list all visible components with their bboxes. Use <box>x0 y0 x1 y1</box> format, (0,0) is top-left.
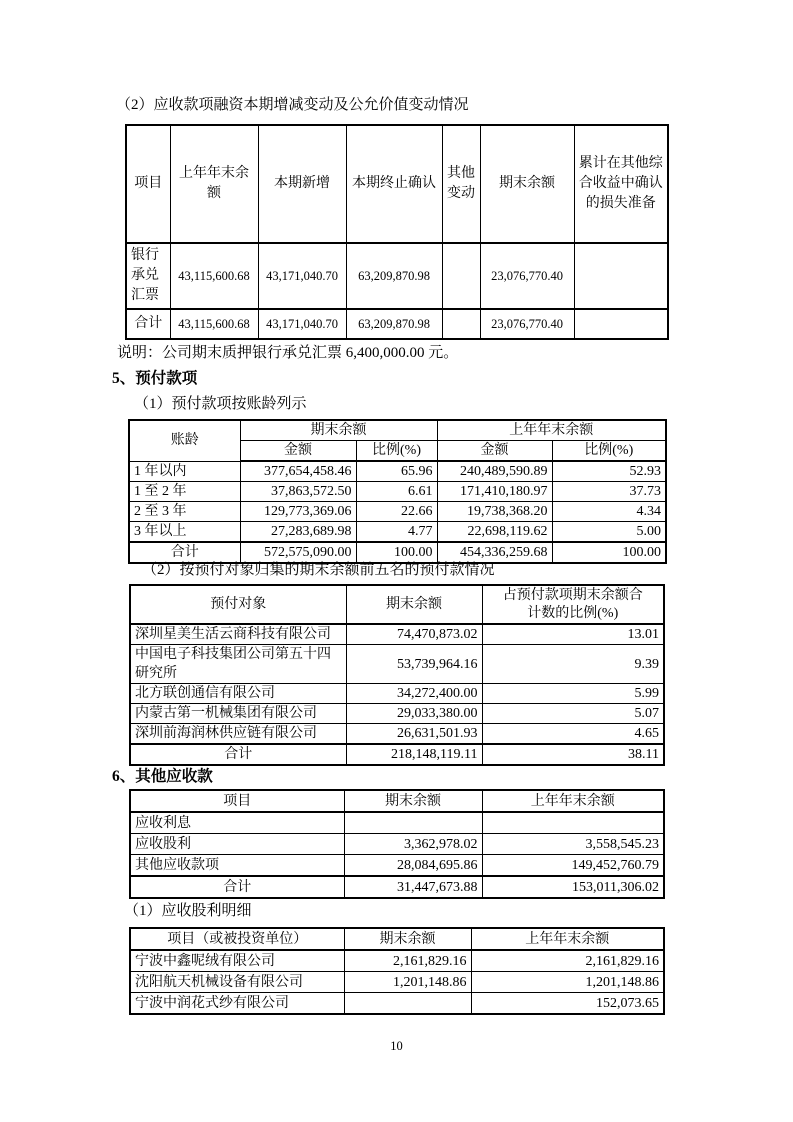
row-label: 合计 <box>130 744 346 765</box>
section5-heading: 5、预付款项 <box>112 370 198 387</box>
table-cell <box>344 993 471 1015</box>
table-cell: 43,171,040.70 <box>258 243 346 309</box>
table-cell: 454,336,259.68 <box>437 542 552 563</box>
table-row <box>129 502 666 522</box>
table-cell: 100.00 <box>356 542 437 563</box>
table-cell: 3,362,978.02 <box>344 834 482 855</box>
table-cell: 152,073.65 <box>471 993 664 1015</box>
table-row <box>129 482 666 502</box>
column-header: 累计在其他综合收益中确认的损失准备 <box>574 125 668 243</box>
column-header: 上年年末余额 <box>482 790 664 812</box>
column-header-text: 占预付款项期末余额合计数的比例(%) <box>502 587 643 621</box>
table-cell: 1,201,148.86 <box>344 972 471 993</box>
table-cell: 37,863,572.50 <box>240 482 356 502</box>
table-cell: 13.01 <box>482 624 664 645</box>
table-cell: 4.65 <box>482 724 664 745</box>
column-header: 账龄 <box>129 420 240 461</box>
row-label: 宁波中润花式纱有限公司 <box>130 993 344 1015</box>
table-row <box>130 645 664 684</box>
table-header-row <box>130 585 664 624</box>
table-cell: 22.66 <box>356 502 437 522</box>
table-cell: 43,115,600.68 <box>170 309 258 339</box>
column-header: 金额 <box>240 441 356 462</box>
column-header: 期末余额 <box>344 790 482 812</box>
row-label: 合计 <box>130 876 344 898</box>
table-cell: 38.11 <box>482 744 664 765</box>
row-label: 深圳前海润林供应链有限公司 <box>130 724 346 745</box>
table-cell: 34,272,400.00 <box>346 684 482 704</box>
table-cell: 23,076,770.40 <box>480 243 574 309</box>
table-header-row <box>129 420 666 441</box>
note-pledged-notes: 说明：公司期末质押银行承兑汇票 6,400,000.00 元。 <box>117 345 459 361</box>
table-row <box>129 522 666 543</box>
table-row <box>130 834 664 855</box>
column-header: 预付对象 <box>130 585 346 624</box>
column-header: 期末余额 <box>480 125 574 243</box>
other-receivables-table <box>129 789 665 899</box>
column-header: 比例(%) <box>552 441 666 462</box>
section5-1-title: （1）预付款项按账龄列示 <box>134 396 307 412</box>
table-cell: 23,076,770.40 <box>480 309 574 339</box>
table-cell <box>574 309 668 339</box>
column-header: 期末余额 <box>346 585 482 624</box>
table-cell: 63,209,870.98 <box>346 309 442 339</box>
table-cell: 74,470,873.02 <box>346 624 482 645</box>
row-label: 1 年以内 <box>129 461 240 482</box>
section6-heading: 6、其他应收款 <box>112 768 213 785</box>
section2-title: （2）应收款项融资本期增减变动及公允价值变动情况 <box>116 97 469 113</box>
table-cell: 5.99 <box>482 684 664 704</box>
table-cell <box>344 812 482 834</box>
row-label: 银行承兑汇票 <box>126 243 170 309</box>
column-header: 比例(%) <box>356 441 437 462</box>
column-header: 本期终止确认 <box>346 125 442 243</box>
table-cell: 1,201,148.86 <box>471 972 664 993</box>
section5-2-title: （2）按预付对象归集的期末余额前五名的预付款情况 <box>142 562 495 578</box>
table-total-row <box>126 309 668 339</box>
table-cell: 4.34 <box>552 502 666 522</box>
column-header: 期末余额 <box>344 928 471 950</box>
column-header: 项目 <box>130 790 344 812</box>
table-row <box>130 684 664 704</box>
table-header-row <box>130 790 664 812</box>
table-cell: 2,161,829.16 <box>471 950 664 972</box>
row-label: 深圳星美生活云商科技有限公司 <box>130 624 346 645</box>
table-cell: 37.73 <box>552 482 666 502</box>
table-cell: 65.96 <box>356 461 437 482</box>
table-cell: 5.07 <box>482 704 664 724</box>
table-cell <box>442 243 480 309</box>
table-row <box>130 624 664 645</box>
table-cell: 43,115,600.68 <box>170 243 258 309</box>
table-row <box>130 993 664 1015</box>
prepayments-top5-table <box>129 584 665 766</box>
table-cell: 572,575,090.00 <box>240 542 356 563</box>
prepayments-aging-table <box>128 419 667 564</box>
column-header <box>482 585 664 624</box>
column-group-header: 期末余额 <box>240 420 437 441</box>
table-total-row <box>130 744 664 765</box>
row-label: 宁波中鑫呢绒有限公司 <box>130 950 344 972</box>
table-cell <box>574 243 668 309</box>
row-label: 中国电子科技集团公司第五十四研究所 <box>130 645 346 684</box>
table-cell: 29,033,380.00 <box>346 704 482 724</box>
table-cell: 218,148,119.11 <box>346 744 482 765</box>
table-cell: 129,773,369.06 <box>240 502 356 522</box>
table-row <box>130 972 664 993</box>
section6-1-title: （1）应收股利明细 <box>124 903 252 919</box>
table-cell: 377,654,458.46 <box>240 461 356 482</box>
receivables-financing-table <box>125 124 669 340</box>
table-cell: 26,631,501.93 <box>346 724 482 745</box>
table-row <box>126 243 668 309</box>
row-label: 其他应收款项 <box>130 855 344 877</box>
table-cell: 240,489,590.89 <box>437 461 552 482</box>
table-row <box>130 704 664 724</box>
table-cell: 100.00 <box>552 542 666 563</box>
column-header: 金额 <box>437 441 552 462</box>
table-row <box>130 812 664 834</box>
table-cell: 28,084,695.86 <box>344 855 482 877</box>
column-header: 本期新增 <box>258 125 346 243</box>
table-total-row <box>130 876 664 898</box>
table-cell: 3,558,545.23 <box>482 834 664 855</box>
table-total-row <box>129 542 666 563</box>
table-cell: 27,283,689.98 <box>240 522 356 543</box>
row-label: 合计 <box>126 309 170 339</box>
table-cell <box>442 309 480 339</box>
row-label: 1 至 2 年 <box>129 482 240 502</box>
table-cell: 6.61 <box>356 482 437 502</box>
column-header: 其他变动 <box>442 125 480 243</box>
column-header: 项目 <box>126 125 170 243</box>
table-cell: 4.77 <box>356 522 437 543</box>
row-label: 2 至 3 年 <box>129 502 240 522</box>
table-header-row <box>130 928 664 950</box>
table-cell: 52.93 <box>552 461 666 482</box>
table-cell: 5.00 <box>552 522 666 543</box>
table-cell <box>482 812 664 834</box>
row-label: 内蒙古第一机械集团有限公司 <box>130 704 346 724</box>
table-cell: 53,739,964.16 <box>346 645 482 684</box>
table-cell: 63,209,870.98 <box>346 243 442 309</box>
table-cell: 171,410,180.97 <box>437 482 552 502</box>
column-group-header: 上年年末余额 <box>437 420 666 441</box>
column-header: 上年年末余额 <box>471 928 664 950</box>
row-label: 3 年以上 <box>129 522 240 543</box>
dividends-receivable-table <box>129 927 665 1015</box>
table-cell: 2,161,829.16 <box>344 950 471 972</box>
table-cell: 153,011,306.02 <box>482 876 664 898</box>
table-cell: 9.39 <box>482 645 664 684</box>
row-label: 沈阳航天机械设备有限公司 <box>130 972 344 993</box>
table-cell: 43,171,040.70 <box>258 309 346 339</box>
table-row <box>130 950 664 972</box>
table-cell: 31,447,673.88 <box>344 876 482 898</box>
table-header-row <box>126 125 668 243</box>
row-label: 应收股利 <box>130 834 344 855</box>
column-header: 上年年末余额 <box>170 125 258 243</box>
page-number: 10 <box>390 1039 403 1053</box>
table-row <box>130 724 664 745</box>
row-label: 合计 <box>129 542 240 563</box>
table-row <box>129 461 666 482</box>
row-label: 北方联创通信有限公司 <box>130 684 346 704</box>
table-cell: 19,738,368.20 <box>437 502 552 522</box>
table-cell: 149,452,760.79 <box>482 855 664 877</box>
table-cell: 22,698,119.62 <box>437 522 552 543</box>
row-label: 应收利息 <box>130 812 344 834</box>
table-row <box>130 855 664 877</box>
column-header: 项目（或被投资单位） <box>130 928 344 950</box>
